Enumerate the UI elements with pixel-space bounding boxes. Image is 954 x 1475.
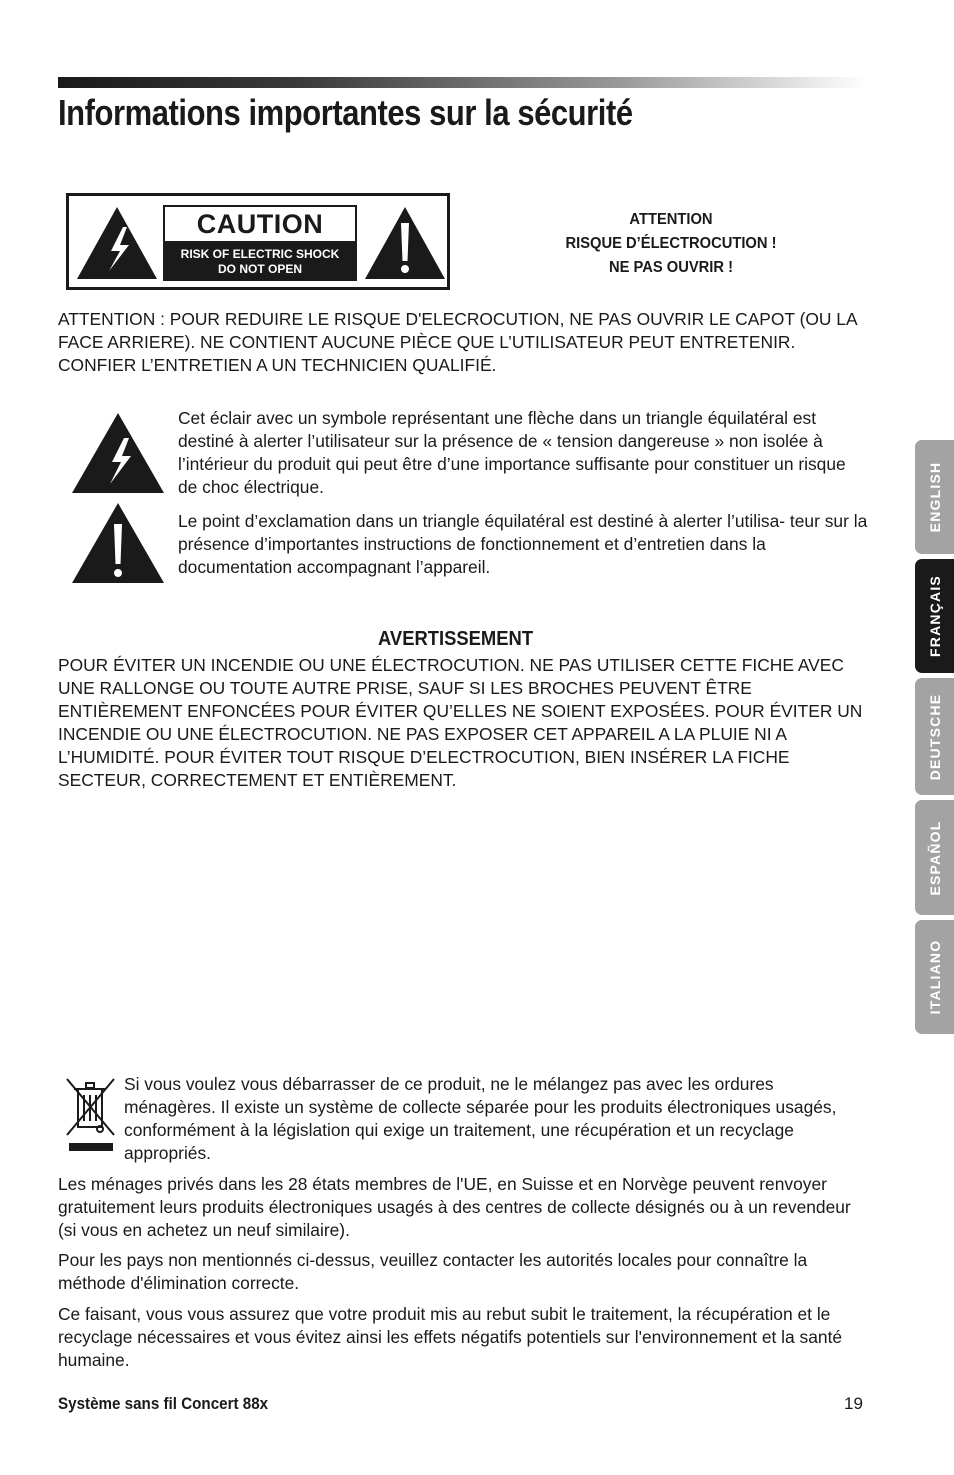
lang-tab-deutsche[interactable] (915, 678, 954, 795)
warning-title: AVERTISSEMENT (378, 628, 534, 650)
lang-tab-english[interactable] (915, 440, 954, 554)
lang-tab-label: ENGLISH (926, 461, 943, 533)
footer-product-name: Système sans fil Concert 88x (58, 1395, 269, 1413)
exclamation-triangle-icon (363, 205, 447, 281)
caution-text-box (163, 205, 357, 281)
disposal-paragraph-4: Ce faisant, vous vous assurez que votre produit mis au rebut subit le traitement, la récupération et le recyclage nécessaires et vous évitez ainsi les effets négatifs potentiels sur l'environnement et la santé humaine. (58, 1304, 843, 1370)
warning-text: POUR ÉVITER UN INCENDIE OU UNE ÉLECTROCUTION. NE PAS UTILISER CETTE FICHE AVEC UNE RALLONGE OU TOUTE AUTRE PRISE, SAUF SI LES BROCHES PEUVENT ÊTRE ENTIÈREMENT ENFONCÉES POUR ÉVITER QU’ELLES NE SOIENT EXPOSÉES. POUR ÉVITER UN INCENDIE OU UNE ÉLECTROCUTION. NE PAS EXPOSER CET APPAREIL A LA PLUIE NI A L’HUMIDITÉ. POUR ÉVITER TOUT RISQUE D’ELECTROCUTION, BIEN INSÉRER LA FICHE SECTEUR, CORRECTEMENT ET ENTIÈREMENT. (58, 655, 863, 790)
lightning-symbol-text: Cet éclair avec un symbole représentant une flèche dans un triangle équilatéral est destiné à alerter l’utilisateur sur la présence de « tension dangereuse » non isolée à l’intérieur du produit qui peut être d’une importance suffisante pour constituer un risque de choc électrique. (178, 408, 846, 497)
page-number: 19 (844, 1394, 863, 1413)
caution-line-1: RISK OF ELECTRIC SHOCK (180, 247, 340, 261)
lightning-triangle-icon (71, 412, 165, 494)
disposal-intro: Si vous voulez vous débarrasser de ce produit, ne le mélangez pas avec les ordures ménagères. Il existe un système de collecte séparée pour les produits électroniques usagés, conformément à la législation qui exige un traitement, une récupération et un recyclage appropriés. (124, 1074, 837, 1163)
lang-tab-label: ESPAÑOL (926, 819, 943, 896)
lang-tab-francais[interactable] (915, 559, 954, 673)
lightning-triangle-icon (75, 205, 159, 281)
disposal-paragraph-3: Pour les pays non mentionnés ci-dessus, veuillez contacter les autorités locales pour connaître la méthode d'élimination correcte. (58, 1250, 808, 1293)
caution-word: CAUTION (163, 205, 357, 243)
caution-line-2: DO NOT OPEN (217, 262, 302, 276)
attention-header (550, 208, 791, 280)
crossed-bin-icon (64, 1075, 118, 1155)
disposal-paragraph-2: Les ménages privés dans les 28 états membres de l'UE, en Suisse et en Norvège peuvent renvoyer gratuitement leurs produits électroniques usagés à des centres de collecte désignés ou à un revendeur (si vous en achetez un neuf similaire). (58, 1174, 851, 1240)
lang-tab-italiano[interactable] (915, 920, 954, 1034)
attention-line-1: ATTENTION (629, 211, 713, 228)
page-title: Informations importantes sur la sécurité (58, 92, 633, 133)
caution-subtext (163, 243, 357, 281)
lang-tab-label: DEUTSCHE (926, 693, 943, 780)
title-bar-decoration (58, 77, 866, 88)
lang-tab-espanol[interactable] (915, 800, 954, 915)
attention-paragraph: ATTENTION : POUR REDUIRE LE RISQUE D'ELECROCUTION, NE PAS OUVRIR LE CAPOT (OU LA FACE ARRIERE). NE CONTIENT AUCUNE PIÈCE QUE L’UTILISATEUR PEUT ENTRETENIR. CONFIER L’ENTRETIEN A UN TECHNICIEN QUALIFIÉ. (58, 309, 857, 375)
attention-line-3: NE PAS OUVRIR ! (608, 259, 734, 276)
lang-tab-label: ITALIANO (926, 939, 943, 1015)
exclamation-triangle-icon (71, 502, 165, 584)
attention-line-2: RISQUE D’ÉLECTROCUTION ! (565, 235, 777, 252)
lang-tab-label: FRANÇAIS (926, 575, 943, 657)
exclamation-symbol-text: Le point d’exclamation dans un triangle équilatéral est destiné à alerter l’utilisa- teur sur la présence d’importantes instructions de fonctionnement et d’entretien dans la documentation accompagnant l’appareil. (178, 511, 868, 577)
caution-label (66, 193, 450, 290)
